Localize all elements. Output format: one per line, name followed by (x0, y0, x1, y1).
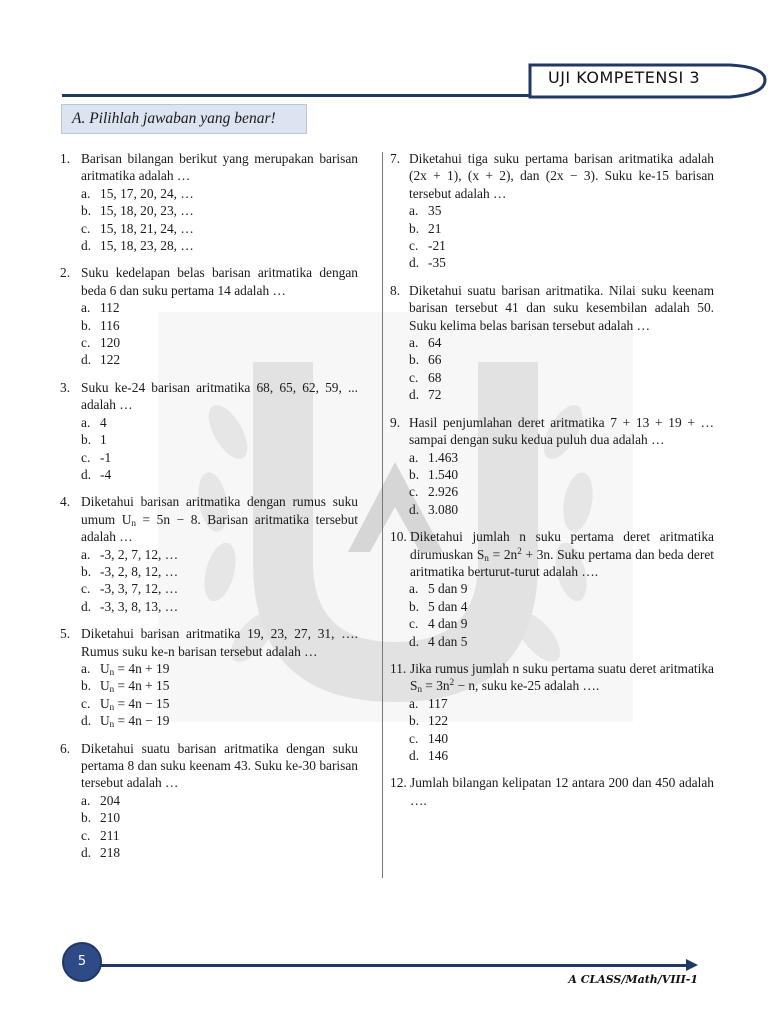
question-2 (60, 264, 358, 368)
question-number: 6. (60, 740, 71, 756)
option-a[interactable]: a. 15, 17, 20, 24, … (81, 185, 194, 201)
question-number: 7. (390, 151, 401, 166)
question-4 (60, 493, 358, 615)
column-divider (382, 152, 383, 878)
options-list (60, 299, 358, 369)
section-badge: UJI KOMPETENSI 3 (548, 68, 700, 87)
question-6 (60, 740, 358, 862)
option-d[interactable]: d. 218 (81, 845, 121, 861)
question-stem: Diketahui suatu barisan aritmatika. Nilai suku keenam barisan tersebut 41 dan suku kesembilan adalah 50. Suku kelima belas barisan tersebut adalah … (409, 282, 714, 333)
option-d[interactable]: d. -4 (81, 466, 112, 482)
question-5 (60, 625, 358, 729)
question-12 (390, 774, 714, 809)
options-list (60, 414, 358, 484)
options-list (60, 792, 358, 862)
option-c[interactable]: c. -21 (409, 238, 446, 254)
option-c[interactable]: c. $U_n = 4n - 15$ (81, 695, 170, 712)
footer-rule (95, 964, 691, 967)
option-b[interactable]: b. 1 (81, 432, 107, 448)
options-list (390, 695, 714, 765)
option-d[interactable]: d. 146 (409, 748, 449, 763)
option-c[interactable]: c. 211 (81, 827, 120, 843)
option-d[interactable]: d. 3.080 (409, 501, 459, 517)
option-b[interactable]: b. 1.540 (409, 466, 459, 482)
option-c[interactable]: c. -3, 3, 7, 12, … (81, 581, 179, 597)
option-c[interactable]: c. 68 (409, 369, 442, 385)
question-number: 12. (390, 775, 407, 791)
question-8 (390, 282, 714, 404)
option-a[interactable]: a. 64 (409, 335, 442, 351)
option-a[interactable]: a. 35 (409, 203, 442, 219)
option-b[interactable]: b. 21 (409, 220, 442, 236)
option-a[interactable]: a. 117 (409, 695, 448, 711)
option-d[interactable]: d. 72 (409, 387, 442, 403)
question-stem: Hasil penjumlahan deret aritmatika 7 + 13 + 19 + … sampai dengan suku kedua puluh dua adalah … (409, 414, 714, 448)
option-a[interactable]: a. -3, 2, 7, 12, … (81, 546, 179, 562)
option-b[interactable]: b. 5 dan 4 (409, 598, 468, 614)
option-d[interactable]: d. -3, 3, 8, 13, … (81, 598, 179, 614)
question-number: 2. (60, 265, 71, 281)
question-stem: Jumlah bilangan kelipatan 12 antara 200 dan 450 adalah …. (410, 775, 714, 808)
option-d[interactable]: d. $U_n = 4n - 19$ (81, 713, 170, 730)
option-d[interactable]: d. 122 (81, 352, 121, 368)
question-1 (60, 150, 358, 254)
footer-label: A CLASS/Math/VIII-1 (568, 973, 698, 986)
instruction-box (61, 104, 307, 134)
question-7 (390, 150, 714, 272)
instruction-text: A. Pilihlah jawaban yang benar! (72, 110, 276, 127)
option-d[interactable]: d. 4 dan 5 (409, 633, 468, 649)
option-c[interactable]: c. 140 (409, 730, 449, 746)
footer-arrow-icon (686, 959, 698, 971)
question-number: 1. (60, 151, 71, 166)
option-b[interactable]: b. -3, 2, 8, 12, … (81, 563, 179, 579)
options-list (60, 546, 358, 616)
option-a[interactable]: a. 112 (81, 300, 120, 316)
option-c[interactable]: c. 2.926 (409, 484, 459, 500)
question-stem: Diketahui suatu barisan aritmatika dengan suku pertama 8 dan suku keenam 43. Suku ke-30 barisan tersebut adalah … (81, 740, 358, 791)
questions-left-column (60, 150, 358, 871)
question-11 (390, 660, 714, 764)
options-list (390, 202, 714, 272)
question-3 (60, 379, 358, 483)
option-b[interactable]: b. 210 (81, 810, 121, 826)
option-a[interactable]: a. 4 (81, 414, 107, 430)
option-d[interactable]: d. 15, 18, 23, 28, … (81, 238, 194, 254)
option-c[interactable]: c. -1 (81, 449, 112, 465)
option-a[interactable]: a. $U_n = 4n + 19$ (81, 660, 170, 677)
question-9 (390, 414, 714, 518)
question-stem: Diketahui jumlah n suku pertama deret aritmatika dirumuskan $S_n = 2n^2 + 3n$. Suku pertama dan beda deret aritmatika berturut-turut adalah …. (410, 529, 714, 579)
questions-right-column (390, 150, 714, 819)
option-b[interactable]: b. 116 (81, 317, 120, 333)
question-stem: Barisan bilangan berikut yang merupakan barisan aritmatika adalah … (81, 151, 358, 184)
question-number: 3. (60, 379, 71, 395)
question-stem: Diketahui barisan aritmatika dengan rumus suku umum $U_n = 5n - 8$. Barisan aritmatika tersebut adalah … (81, 494, 358, 545)
page-number: 5 (77, 954, 87, 969)
question-stem: Diketahui tiga suku pertama barisan aritmatika adalah (2x + 1), (x + 2), dan (2x − 3). Suku ke-15 barisan tersebut adalah … (409, 151, 714, 201)
option-c[interactable]: c. 15, 18, 21, 24, … (81, 220, 194, 236)
question-number: 10. (390, 529, 407, 545)
options-list (60, 185, 358, 255)
option-a[interactable]: a. 5 dan 9 (409, 581, 468, 597)
options-list (390, 449, 714, 519)
question-number: 4. (60, 494, 71, 510)
option-b[interactable]: b. 15, 18, 20, 23, … (81, 203, 194, 219)
options-list (390, 580, 714, 650)
question-number: 8. (390, 282, 401, 298)
question-number: 11. (390, 660, 407, 676)
question-number: 5. (60, 626, 71, 642)
question-stem: Jika rumus jumlah n suku pertama suatu deret aritmatika $S_n = 3n^2 - n$, suku ke-25 adalah …. (410, 660, 714, 695)
option-c[interactable]: c. 120 (81, 335, 121, 351)
options-list (60, 660, 358, 730)
options-list (390, 334, 714, 404)
option-b[interactable]: b. $U_n = 4n + 15$ (81, 678, 170, 695)
option-a[interactable]: a. 1.463 (409, 449, 459, 465)
question-stem: Suku kedelapan belas barisan aritmatika dengan beda 6 dan suku pertama 14 adalah … (81, 265, 358, 298)
option-a[interactable]: a. 204 (81, 792, 121, 808)
question-stem: Diketahui barisan aritmatika 19, 23, 27, 31, …. Rumus suku ke-n barisan tersebut adalah … (81, 626, 358, 659)
option-b[interactable]: b. 66 (409, 352, 442, 368)
option-c[interactable]: c. 4 dan 9 (409, 616, 468, 632)
question-10 (390, 528, 714, 650)
question-number: 9. (390, 414, 401, 430)
page-number-badge (62, 942, 102, 982)
header-rule (62, 94, 532, 97)
option-b[interactable]: b. 122 (409, 713, 449, 729)
question-stem: Suku ke-24 barisan aritmatika 68, 65, 62, 59, ... adalah … (81, 379, 358, 413)
option-d[interactable]: d. -35 (409, 255, 446, 271)
